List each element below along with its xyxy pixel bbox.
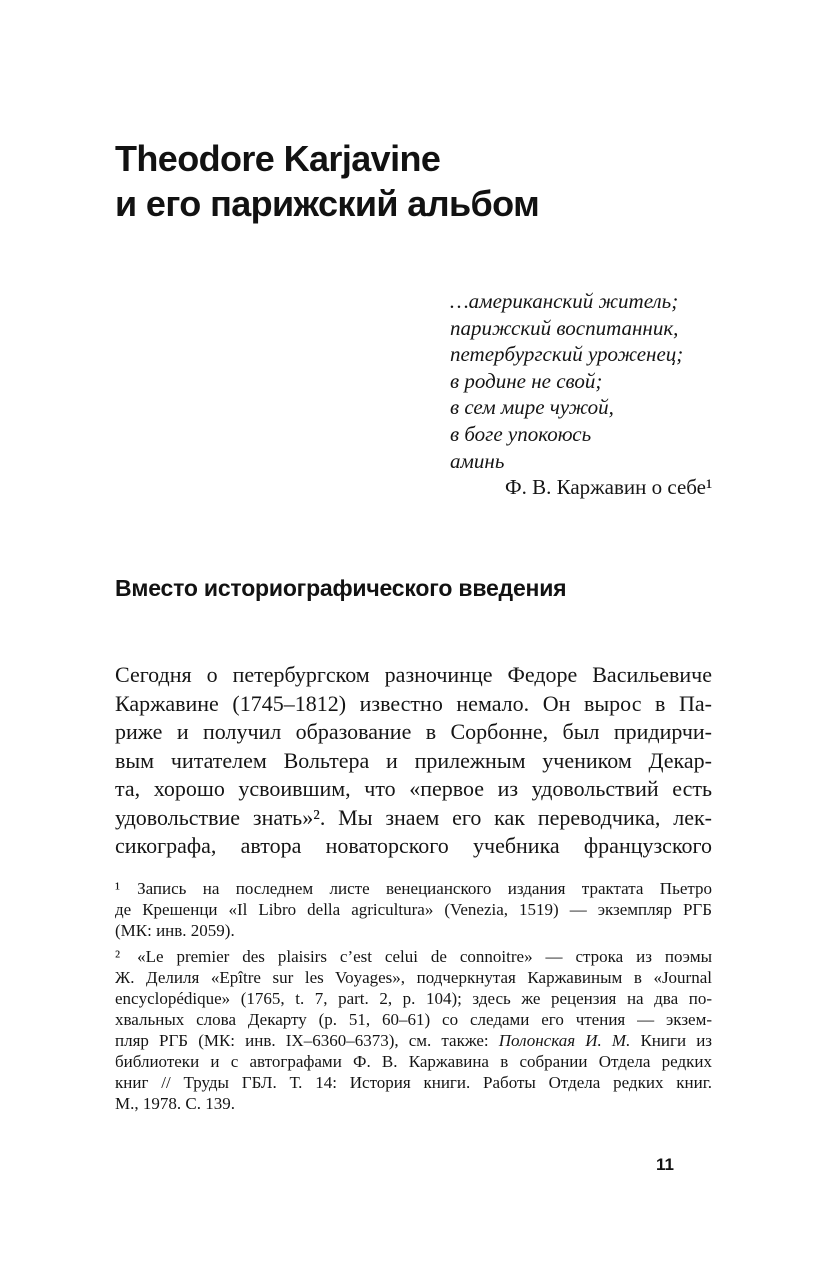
- epigraph: [450, 288, 750, 501]
- text-line: та, хорошо усвоившим, что «первое из удовольствий есть: [115, 776, 712, 801]
- text-line: библиотеки и с автографами Ф. В. Каржавина в собрании Отдела редких: [115, 1052, 712, 1071]
- text-line: парижский воспитанник,: [450, 315, 679, 340]
- footnotes: [115, 878, 712, 1114]
- text-line: [115, 1030, 712, 1051]
- text-line: ² «Le premier des plaisirs c’est celui de connoitre» — строка из поэмы: [115, 947, 712, 966]
- footnote-2: [115, 946, 712, 1114]
- text-line: М., 1978. С. 139.: [115, 1094, 235, 1113]
- plain-text: пляр РГБ (МК: инв. IX–6360–6373), см. также:: [115, 1031, 499, 1050]
- epigraph-lines: [450, 288, 750, 474]
- text-line: (МК: инв. 2059).: [115, 921, 235, 940]
- text-line: Сегодня о петербургском разночинце Федоре Васильевиче: [115, 662, 712, 687]
- text-line: в родине не свой;: [450, 368, 603, 393]
- text-line: …американский житель;: [450, 289, 679, 313]
- text-line: хвальных слова Декарту (p. 51, 60–61) со следами его чтения — экзем-: [115, 1010, 712, 1029]
- epigraph-attribution: Ф. В. Каржавин о себе¹: [505, 475, 713, 500]
- text-line: в сем мире чужой,: [450, 395, 614, 420]
- text-line: риже и получил образование в Сорбонне, был придирчи-: [115, 719, 712, 744]
- italic-text: Полонская И. М.: [498, 1031, 631, 1050]
- text-line: де Крешенци «Il Libro della agricultura» (Venezia, 1519) — экземпляр РГБ: [115, 900, 712, 919]
- text-line: Ж. Делиля «Epître sur les Voyages», подчеркнутая Каржавиным в «Journal: [115, 968, 712, 987]
- plain-text: Книги из: [630, 1031, 713, 1050]
- text-line: в боге упокоюсь: [450, 421, 592, 446]
- page-number: 11: [656, 1155, 674, 1174]
- footnote-1: [115, 878, 712, 941]
- text-line: сикографа, автора новаторского учебника французского: [115, 833, 712, 858]
- section-heading: Вместо историографического введения: [115, 575, 567, 601]
- text-line: encyclopédique» (1765, t. 7, part. 2, p. 104); здесь же рецензия на два по-: [115, 989, 712, 1008]
- page-title-line-1: Theodore Karjavine: [115, 138, 441, 179]
- text-line: удовольствие знать»². Мы знаем его как переводчика, лек-: [115, 804, 712, 830]
- text-line: петербургский уроженец;: [450, 342, 684, 367]
- page-title-line-2: и его парижский альбом: [115, 183, 540, 224]
- text-line: книг // Труды ГБЛ. Т. 14: История книги. Работы Отдела редких книг.: [115, 1073, 712, 1092]
- text-line: аминь: [450, 448, 505, 473]
- text-line: ¹ Запись на последнем листе венецианского издания трактата Пьетро: [115, 879, 712, 898]
- text-line: Каржавине (1745–1812) известно немало. Он вырос в Па-: [115, 690, 712, 716]
- page-title: [115, 136, 539, 226]
- body-paragraph: [115, 661, 712, 861]
- text-line: вым читателем Вольтера и прилежным учеником Декар-: [115, 747, 712, 773]
